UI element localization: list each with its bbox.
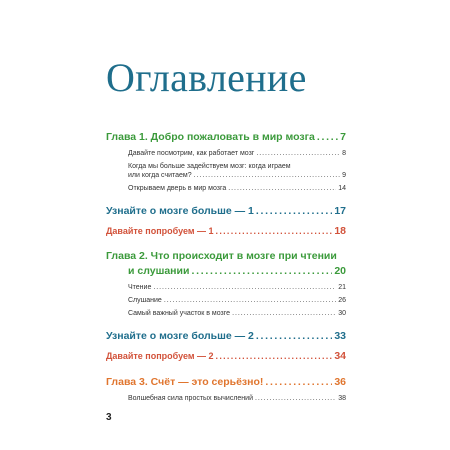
toc-page-number: 36 <box>334 376 346 388</box>
toc-page-number: 20 <box>334 265 346 277</box>
toc-leader-dots <box>256 149 340 159</box>
toc-entry-label: Слушание <box>128 297 162 304</box>
toc-item[interactable] <box>128 296 346 306</box>
toc-entry-label: Узнайте о мозге больше — 2 <box>106 330 254 342</box>
toc-page-number: 7 <box>340 131 346 143</box>
toc-entry-label: Давайте попробуем — 1 <box>106 226 214 236</box>
toc-leader-dots <box>256 204 332 219</box>
toc-page-number: 26 <box>338 297 346 304</box>
toc-page-number: 33 <box>334 330 346 342</box>
toc-page-number: 14 <box>338 185 346 192</box>
toc-entry-label: Открываем дверь в мир мозга <box>128 185 227 192</box>
toc-leader-dots <box>256 329 332 344</box>
toc-page-number: 18 <box>334 225 346 237</box>
toc-page-number: 34 <box>334 350 346 362</box>
toc-entry-label: и слушании <box>128 265 190 277</box>
toc-leader-dots <box>194 171 340 181</box>
toc-chapter-2-line: Глава 2. Что происходит в мозге при чтении <box>106 250 337 262</box>
toc-leader-dots <box>232 309 336 319</box>
toc-chapter-2[interactable] <box>128 264 346 279</box>
toc-try-2[interactable] <box>106 349 346 364</box>
toc-entry-label: Давайте попробуем — 2 <box>106 351 214 361</box>
toc-item[interactable] <box>128 394 346 404</box>
toc-leader-dots <box>317 130 338 145</box>
toc-entry-label: Чтение <box>128 284 152 291</box>
toc-entry-label: или когда считаем? <box>128 172 192 179</box>
toc-entry-label: Глава 3. Счёт — это серьёзно! <box>106 376 264 388</box>
toc-leader-dots <box>191 264 332 279</box>
toc-entry-label: Самый важный участок в мозге <box>128 310 231 317</box>
toc-chapter-3[interactable] <box>106 375 346 390</box>
toc-page-number: 30 <box>338 310 346 317</box>
toc-learn-more-2[interactable] <box>106 329 346 344</box>
toc-item-line: Когда мы больше задействуем мозг: когда играем <box>128 163 291 170</box>
toc-item[interactable] <box>128 149 346 159</box>
toc-entry-label: Глава 1. Добро пожаловать в мир мозга <box>106 131 315 143</box>
toc-leader-dots <box>216 349 333 364</box>
toc-page-number: 8 <box>342 150 346 157</box>
table-of-contents <box>106 130 346 404</box>
toc-leader-dots <box>164 296 336 306</box>
toc-item[interactable] <box>128 184 346 194</box>
toc-page-number: 38 <box>338 395 346 402</box>
toc-item[interactable] <box>128 309 346 319</box>
page-number: 3 <box>106 412 112 423</box>
toc-leader-dots <box>153 283 336 293</box>
toc-entry-label: Давайте посмотрим, как работает мозг <box>128 150 255 157</box>
toc-chapter-1[interactable] <box>106 130 346 145</box>
toc-item[interactable] <box>128 171 346 181</box>
toc-leader-dots <box>228 184 336 194</box>
toc-page-number: 17 <box>334 205 346 217</box>
toc-try-1[interactable] <box>106 224 346 239</box>
toc-entry-label: Узнайте о мозге больше — 1 <box>106 205 254 217</box>
toc-leader-dots <box>216 224 333 239</box>
toc-learn-more-1[interactable] <box>106 204 346 219</box>
toc-item[interactable] <box>128 283 346 293</box>
toc-leader-dots <box>265 375 332 390</box>
toc-page-number: 21 <box>338 284 346 291</box>
page-title: Оглавление <box>106 55 307 100</box>
toc-page-number: 9 <box>342 172 346 179</box>
toc-entry-label: Волшебная сила простых вычислений <box>128 395 253 402</box>
toc-leader-dots <box>255 394 336 404</box>
